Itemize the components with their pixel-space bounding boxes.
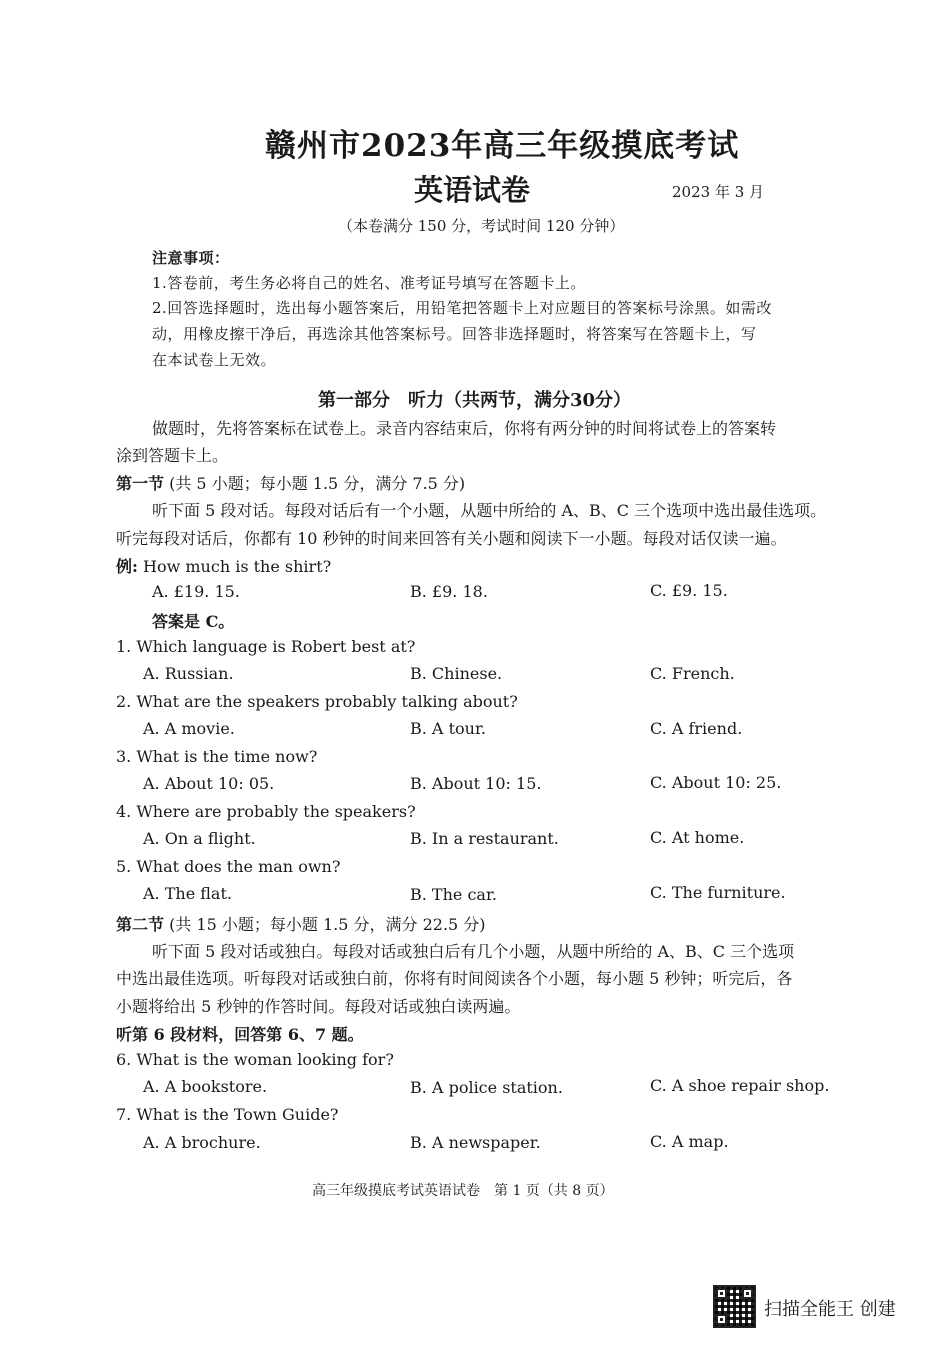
scanner-watermark: 扫描全能王 创建 xyxy=(764,1299,896,1320)
notice-line: 1.答卷前，考生务必将自己的姓名、准考证号填写在答题卡上。 xyxy=(152,274,586,292)
part1-heading: 第一部分 听力（共两节，满分30分） xyxy=(318,390,632,411)
example-option-a: A. £19. 15. xyxy=(152,582,240,601)
section2-heading xyxy=(116,912,486,935)
q7-option-a: A. A brochure. xyxy=(143,1133,261,1152)
page-footer: 高三年级摸底考试英语试卷 第 1 页（共 8 页） xyxy=(312,1183,614,1199)
question-7: 7. What is the Town Guide? xyxy=(116,1105,339,1124)
section2-intro-line: 听下面 5 段对话或独白。每段对话或独白后有几个小题，从题中所给的 A、B、C 三个选项 xyxy=(152,942,795,961)
section1-heading-detail: (共 5 小题；每小题 1.5 分，满分 7.5 分) xyxy=(164,474,466,493)
q4-option-b: B. In a restaurant. xyxy=(410,829,559,848)
q2-option-a: A. A movie. xyxy=(143,719,235,738)
q3-option-b: B. About 10: 15. xyxy=(410,774,542,793)
question-2: 2. What are the speakers probably talking about? xyxy=(116,692,518,711)
exam-title: 赣州市2023年高三年级摸底考试 xyxy=(265,128,740,164)
question-5: 5. What does the man own? xyxy=(116,857,341,876)
question-4: 4. Where are probably the speakers? xyxy=(116,802,416,821)
q6-option-c: C. A shoe repair shop. xyxy=(650,1076,830,1095)
q1-option-a: A. Russian. xyxy=(143,664,234,683)
section1-intro-line: 听完每段对话后，你都有 10 秒钟的时间来回答有关小题和阅读下一小题。每段对话仅读一遍。 xyxy=(116,529,787,548)
section1-heading-label: 第一节 xyxy=(116,474,165,493)
q6-option-b: B. A police station. xyxy=(410,1078,563,1097)
q2-option-c: C. A friend. xyxy=(650,719,743,738)
q5-option-c: C. The furniture. xyxy=(650,883,786,902)
section2-heading-label: 第二节 xyxy=(116,915,165,934)
q2-option-b: B. A tour. xyxy=(410,719,486,738)
exam-info: （本卷满分 150 分，考试时间 120 分钟） xyxy=(338,217,625,235)
example-label: 例: xyxy=(116,557,138,576)
notice-line: 动，用橡皮擦干净后，再选涂其他答案标号。回答非选择题时，将答案写在答题卡上，写 xyxy=(152,325,757,343)
section2-heading-detail: (共 15 小题；每小题 1.5 分，满分 22.5 分) xyxy=(164,915,486,934)
qr-code-icon xyxy=(713,1285,756,1328)
question-3: 3. What is the time now? xyxy=(116,747,318,766)
example-option-b: B. £9. 18. xyxy=(410,582,488,601)
part1-intro-line: 涂到答题卡上。 xyxy=(116,446,229,465)
notice-line: 2.回答选择题时，选出每小题答案后，用铅笔把答题卡上对应题目的答案标号涂黑。如需改 xyxy=(152,299,772,317)
example-text: How much is the shirt? xyxy=(137,557,332,576)
q4-option-c: C. At home. xyxy=(650,828,745,847)
section1-heading xyxy=(116,471,465,494)
material-heading: 听第 6 段材料，回答第 6、7 题。 xyxy=(116,1025,364,1044)
section1-intro-line: 听下面 5 段对话。每段对话后有一个小题，从题中所给的 A、B、C 三个选项中选出最佳选项。 xyxy=(152,501,827,520)
question-6: 6. What is the woman looking for? xyxy=(116,1050,394,1069)
notice-line: 在本试卷上无效。 xyxy=(152,351,277,369)
section2-intro-line: 中选出最佳选项。听每段对话或独白前，你将有时间阅读各个小题，每小题 5 秒钟；听完后，各 xyxy=(116,969,793,988)
example-option-c: C. £9. 15. xyxy=(650,581,728,600)
example-answer: 答案是 C。 xyxy=(152,612,235,631)
q1-option-b: B. Chinese. xyxy=(410,664,503,683)
example-question xyxy=(116,554,331,577)
q4-option-a: A. On a flight. xyxy=(143,829,256,848)
exam-subtitle: 英语试卷 xyxy=(414,173,531,207)
exam-date: 2023 年 3 月 xyxy=(672,183,765,201)
q3-option-a: A. About 10: 05. xyxy=(143,774,275,793)
q7-option-c: C. A map. xyxy=(650,1132,729,1151)
part1-intro-line: 做题时，先将答案标在试卷上。录音内容结束后，你将有两分钟的时间将试卷上的答案转 xyxy=(152,419,777,438)
q5-option-b: B. The car. xyxy=(410,885,497,904)
q6-option-a: A. A bookstore. xyxy=(143,1077,268,1096)
q3-option-c: C. About 10: 25. xyxy=(650,773,782,792)
section2-intro-line: 小题将给出 5 秒钟的作答时间。每段对话或独白读两遍。 xyxy=(116,997,521,1016)
notice-heading: 注意事项： xyxy=(152,249,230,267)
q1-option-c: C. French. xyxy=(650,664,735,683)
q7-option-b: B. A newspaper. xyxy=(410,1133,541,1152)
question-1: 1. Which language is Robert best at? xyxy=(116,637,416,656)
q5-option-a: A. The flat. xyxy=(143,884,232,903)
